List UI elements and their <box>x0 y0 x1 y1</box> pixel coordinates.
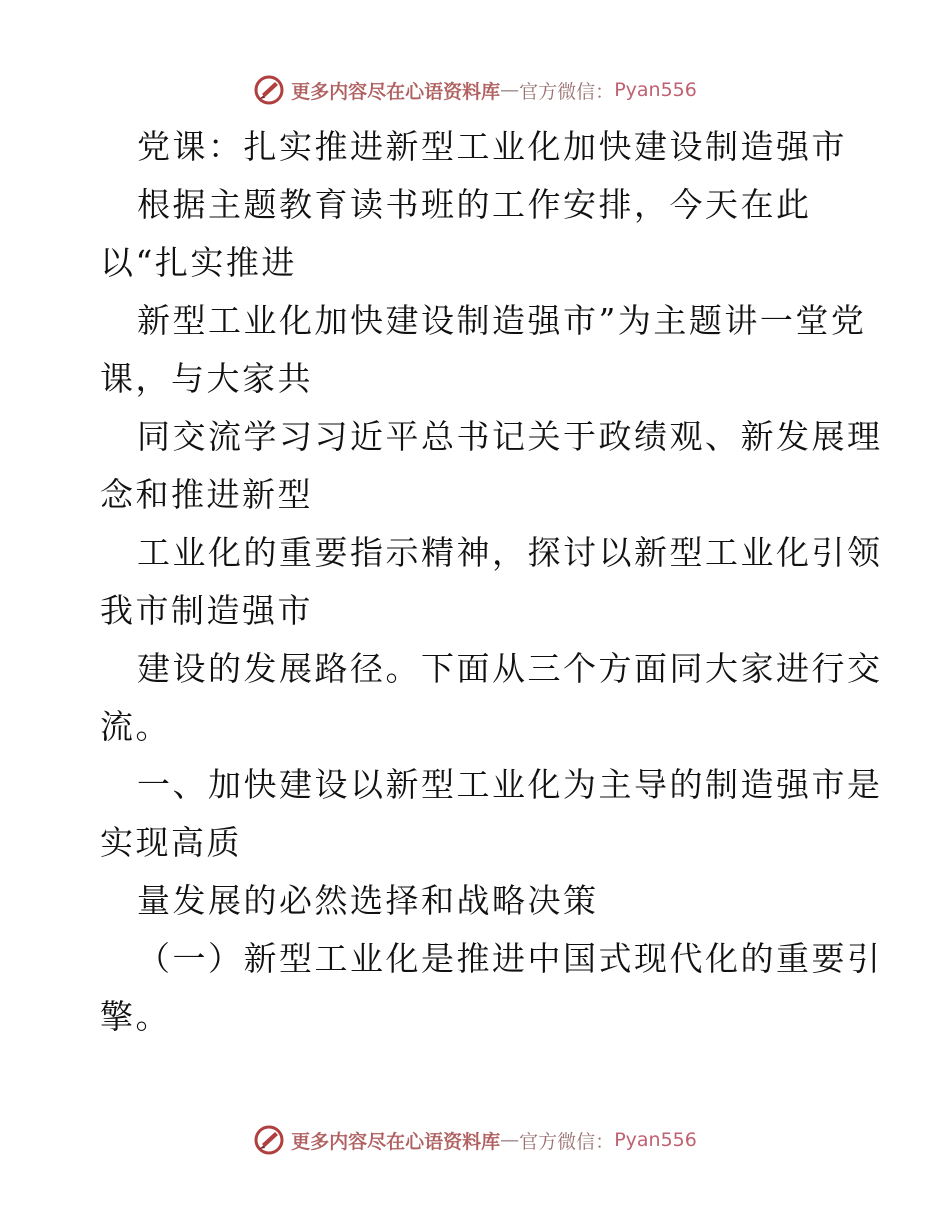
watermark-brand: 更多内容尽在心语资料库 <box>291 1130 501 1153</box>
watermark-label: 官方微信： <box>519 1130 615 1153</box>
subsection-heading: （一）新型工业化是推进中国式现代化的重要引 <box>137 939 883 978</box>
text-line: 建设的发展路径。下面从三个方面同大家进行交 <box>137 649 883 688</box>
watermark-dash: — <box>500 1129 520 1151</box>
text-line: 工业化的重要指示精神，探讨以新型工业化引领 <box>137 533 883 572</box>
text-line: 我市制造强市 <box>100 591 313 630</box>
section-heading: 一、加快建设以新型工业化为主导的制造强市是 <box>137 765 883 804</box>
brand-logo-icon <box>253 1124 285 1156</box>
document-body <box>100 118 883 1046</box>
text-line: 根据主题教育读书班的工作安排，今天在此 <box>137 185 812 224</box>
text-line: 流。 <box>100 707 171 746</box>
footer-watermark <box>0 1120 950 1160</box>
text-line: 以“扎实推进 <box>100 243 297 282</box>
watermark-wechat-id: Pyan556 <box>614 79 697 101</box>
watermark-label: 官方微信： <box>519 80 615 103</box>
subsection-heading-continued: 擎。 <box>100 997 171 1036</box>
document-title: 党课：扎实推进新型工业化加快建设制造强市 <box>137 127 847 166</box>
section-heading-continued: 量发展的必然选择和战略决策 <box>137 881 599 920</box>
watermark-dash: — <box>500 79 520 101</box>
text-line: 课，与大家共 <box>100 359 313 398</box>
text-line: 新型工业化加快建设制造强市”为主题讲一堂党 <box>137 301 867 340</box>
text-line: 同交流学习习近平总书记关于政绩观、新发展理 <box>137 417 883 456</box>
text-line: 念和推进新型 <box>100 475 313 514</box>
brand-logo-icon <box>253 74 285 106</box>
header-watermark <box>0 70 950 110</box>
watermark-brand: 更多内容尽在心语资料库 <box>291 80 501 103</box>
section-heading-continued: 实现高质 <box>100 823 242 862</box>
watermark-wechat-id: Pyan556 <box>614 1129 697 1151</box>
